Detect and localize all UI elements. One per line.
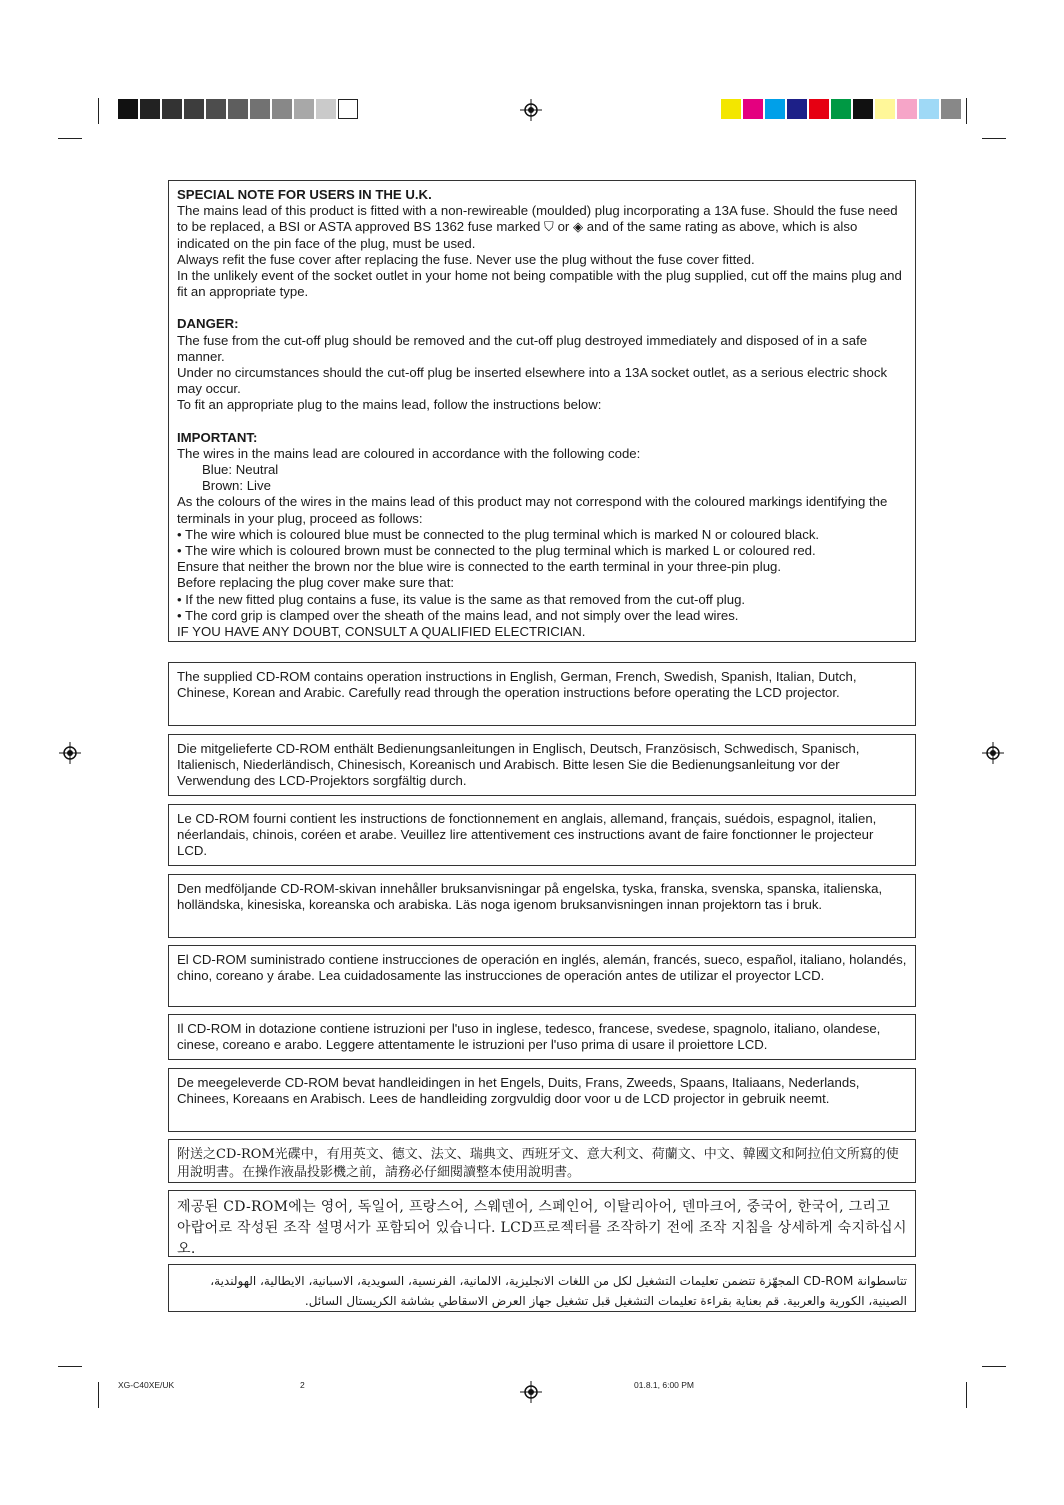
important-paragraph: Before replacing the plug cover make sure that:	[177, 575, 455, 591]
uk-special-note	[168, 180, 916, 642]
footer-model: XG-C40XE/UK	[118, 1380, 175, 1390]
cdrom-note-text: 제공된 CD-ROM에는 영어, 독일어, 프랑스어, 스웨덴어, 스페인어, 이탈리아어, 덴마크어, 중국어, 한국어, 그리고 아랍어로 작성된 조작 설명서가 포함되어 있습니다. LCD프로젝터를 조작하기 전에 조작 지침을 상세하게 숙지하십시오.	[177, 1199, 907, 1257]
cdrom-note-text: Den medföljande CD-ROM-skivan innehåller bruksanvisningar på engelska, tyska, franska, svenska, spanska, italienska, holländska, kinesiska, koreanska och arabiska. Läs noga igenom bruksanvisningen innan projektorn tas i bruk.	[177, 881, 883, 913]
important-bullet: • The wire which is coloured brown must be connected to the plug terminal which is marked L or coloured red.	[177, 543, 816, 559]
cdrom-note-korean	[168, 1190, 916, 1257]
cdrom-note-french	[168, 804, 916, 866]
color-swatch	[316, 99, 336, 119]
danger-heading: DANGER:	[177, 316, 239, 332]
color-swatch	[787, 99, 807, 119]
color-calibration-strip	[721, 99, 963, 119]
color-swatch	[272, 99, 292, 119]
crop-mark	[966, 1382, 967, 1408]
important-bullet: • The cord grip is clamped over the sheath of the mains lead, and not simply over the lead wires.	[177, 607, 739, 623]
crop-mark	[98, 1382, 99, 1408]
crop-mark	[982, 1366, 1006, 1367]
registration-mark-icon	[982, 742, 1004, 764]
crop-mark	[58, 1366, 82, 1367]
color-swatch	[250, 99, 270, 119]
color-swatch	[228, 99, 248, 119]
grayscale-calibration-strip	[118, 99, 360, 119]
important-bullet: • The wire which is coloured blue must be connected to the plug terminal which is marked N or coloured black.	[177, 526, 820, 542]
important-paragraph: The wires in the mains lead are coloured in accordance with the following code:	[177, 445, 641, 461]
cdrom-note-text: 附送之CD-ROM光碟中，有用英文、德文、法文、瑞典文、西班牙文、意大利文、荷蘭文、中文、韓國文和阿拉伯文所寫的使用說明書。在操作液晶投影機之前，請務必仔細閱讀整本使用說明書。	[177, 1147, 899, 1180]
color-swatch	[294, 99, 314, 119]
cdrom-note-swedish	[168, 874, 916, 938]
crop-mark	[98, 98, 99, 124]
color-swatch	[897, 99, 917, 119]
color-swatch	[118, 99, 138, 119]
wire-code-brown: Brown: Live	[202, 478, 271, 494]
crop-mark	[982, 138, 1006, 139]
uk-note-paragraph: The mains lead of this product is fitted with a non-rewireable (moulded) plug incorporating a 13A fuse. Should the fuse need to be replaced, a BSI or ASTA approved BS 1362 fuse marked ⛉ or ◈ and of the same rating as above, which is also indicated on the pin face of the plug, must be used.	[177, 203, 898, 251]
color-swatch	[184, 99, 204, 119]
important-paragraph: Ensure that neither the brown nor the blue wire is connected to the earth terminal in your three-pin plug.	[177, 559, 782, 575]
important-bullet: • If the new fitted plug contains a fuse, its value is the same as that removed from the cut-off plug.	[177, 591, 746, 607]
color-swatch	[140, 99, 160, 119]
color-swatch	[941, 99, 961, 119]
crop-mark	[966, 98, 967, 124]
cdrom-note-text: Il CD-ROM in dotazione contiene istruzioni per l'uso in inglese, tedesco, francese, svedese, spagnolo, italiano, olandese, cinese, coreano e arabo. Leggere attentamente le istruzioni per l'uso prima di usare il proiettore LCD.	[177, 1021, 881, 1053]
danger-paragraph: The fuse from the cut-off plug should be removed and the cut-off plug destroyed immediately and disposed of in a safe manner.	[177, 332, 868, 364]
wire-code-blue: Blue: Neutral	[202, 462, 279, 478]
uk-note-paragraph: Always refit the fuse cover after replacing the fuse. Never use the plug without the fuse cover fitted.	[177, 251, 755, 267]
important-paragraph: IF YOU HAVE ANY DOUBT, CONSULT A QUALIFIED ELECTRICIAN.	[177, 624, 586, 640]
color-swatch	[875, 99, 895, 119]
uk-note-paragraph: In the unlikely event of the socket outlet in your home not being compatible with the plug supplied, cut off the mains plug and fit an appropriate type.	[177, 268, 902, 300]
registration-mark-icon	[520, 1381, 542, 1403]
important-heading: IMPORTANT:	[177, 429, 258, 445]
registration-mark-icon	[59, 742, 81, 764]
footer-timestamp: 01.8.1, 6:00 PM	[634, 1380, 695, 1390]
cdrom-note-text: Die mitgelieferte CD-ROM enthält Bedienungsanleitungen in Englisch, Deutsch, Französisch, Schwedisch, Spanisch, Italienisch, Niederländisch, Chinesisch, Koreanisch und Arabisch. Bitte lesen Sie die Bedienungsanleitung vor der Verwendung des LCD-Projektors sorgfältig durch.	[177, 741, 860, 789]
color-swatch	[206, 99, 226, 119]
cdrom-note-german	[168, 734, 916, 796]
cdrom-note-chinese	[168, 1139, 916, 1183]
color-swatch	[919, 99, 939, 119]
cdrom-note-italian	[168, 1014, 916, 1060]
danger-paragraph: Under no circumstances should the cut-off plug be inserted elsewhere into a 13A socket outlet, as a serious electric shock may occur.	[177, 365, 888, 397]
color-swatch	[162, 99, 182, 119]
cdrom-note-text: Le CD-ROM fourni contient les instructions de fonctionnement en anglais, allemand, français, suédois, espagnol, italien, néerlandais, chinois, coréen et arabe. Veuillez lire attentivement ces instructions avant de faire fonctionner le projecteur LCD.	[177, 811, 877, 859]
cdrom-note-arabic	[168, 1264, 916, 1312]
cdrom-note-text: تتاسطوانة CD-ROM المجهّزة تتضمن تعليمات التشغيل لكل من اللغات الانجليزية، الالمانية، الفرنسية، السويدية، الاسبانية، الايطالية، الهولندية، الصينية، الكورية والعربية. قم بعناية بقراءة تعليمات التشغيل قبل تشغيل جهاز العرض الاسقاطي بشاشة الكريستال السائل.	[210, 1274, 907, 1308]
cdrom-note-spanish	[168, 945, 916, 1007]
color-swatch	[338, 99, 358, 119]
color-swatch	[809, 99, 829, 119]
registration-mark-icon	[520, 99, 542, 121]
cdrom-note-english	[168, 662, 916, 726]
important-paragraph: As the colours of the wires in the mains lead of this product may not correspond with the coloured markings identifying the terminals in your plug, proceed as follows:	[177, 494, 888, 526]
cdrom-note-text: El CD-ROM suministrado contiene instrucciones de operación en inglés, alemán, francés, sueco, español, italiano, holandés, chino, coreano y árabe. Lea cuidadosamente las instrucciones de operación antes de utilizar el proyector LCD.	[177, 952, 907, 984]
color-swatch	[721, 99, 741, 119]
color-swatch	[853, 99, 873, 119]
cdrom-note-dutch	[168, 1068, 916, 1132]
danger-paragraph: To fit an appropriate plug to the mains lead, follow the instructions below:	[177, 397, 602, 413]
uk-note-heading: SPECIAL NOTE FOR USERS IN THE U.K.	[177, 187, 432, 202]
color-swatch	[765, 99, 785, 119]
footer-page-number: 2	[300, 1380, 305, 1390]
crop-mark	[58, 138, 82, 139]
color-swatch	[831, 99, 851, 119]
color-swatch	[743, 99, 763, 119]
cdrom-note-text: De meegeleverde CD-ROM bevat handleidingen in het Engels, Duits, Frans, Zweeds, Spaans, Italiaans, Nederlands, Chinees, Koreaans en Arabisch. Lees de handleiding zorgvuldig door voor u de LCD projector in gebruik neemt.	[177, 1075, 860, 1107]
cdrom-note-text: The supplied CD-ROM contains operation instructions in English, German, French, Swedish, Spanish, Italian, Dutch, Chinese, Korean and Arabic. Carefully read through the operation instructions before operating the LCD projector.	[177, 669, 857, 701]
